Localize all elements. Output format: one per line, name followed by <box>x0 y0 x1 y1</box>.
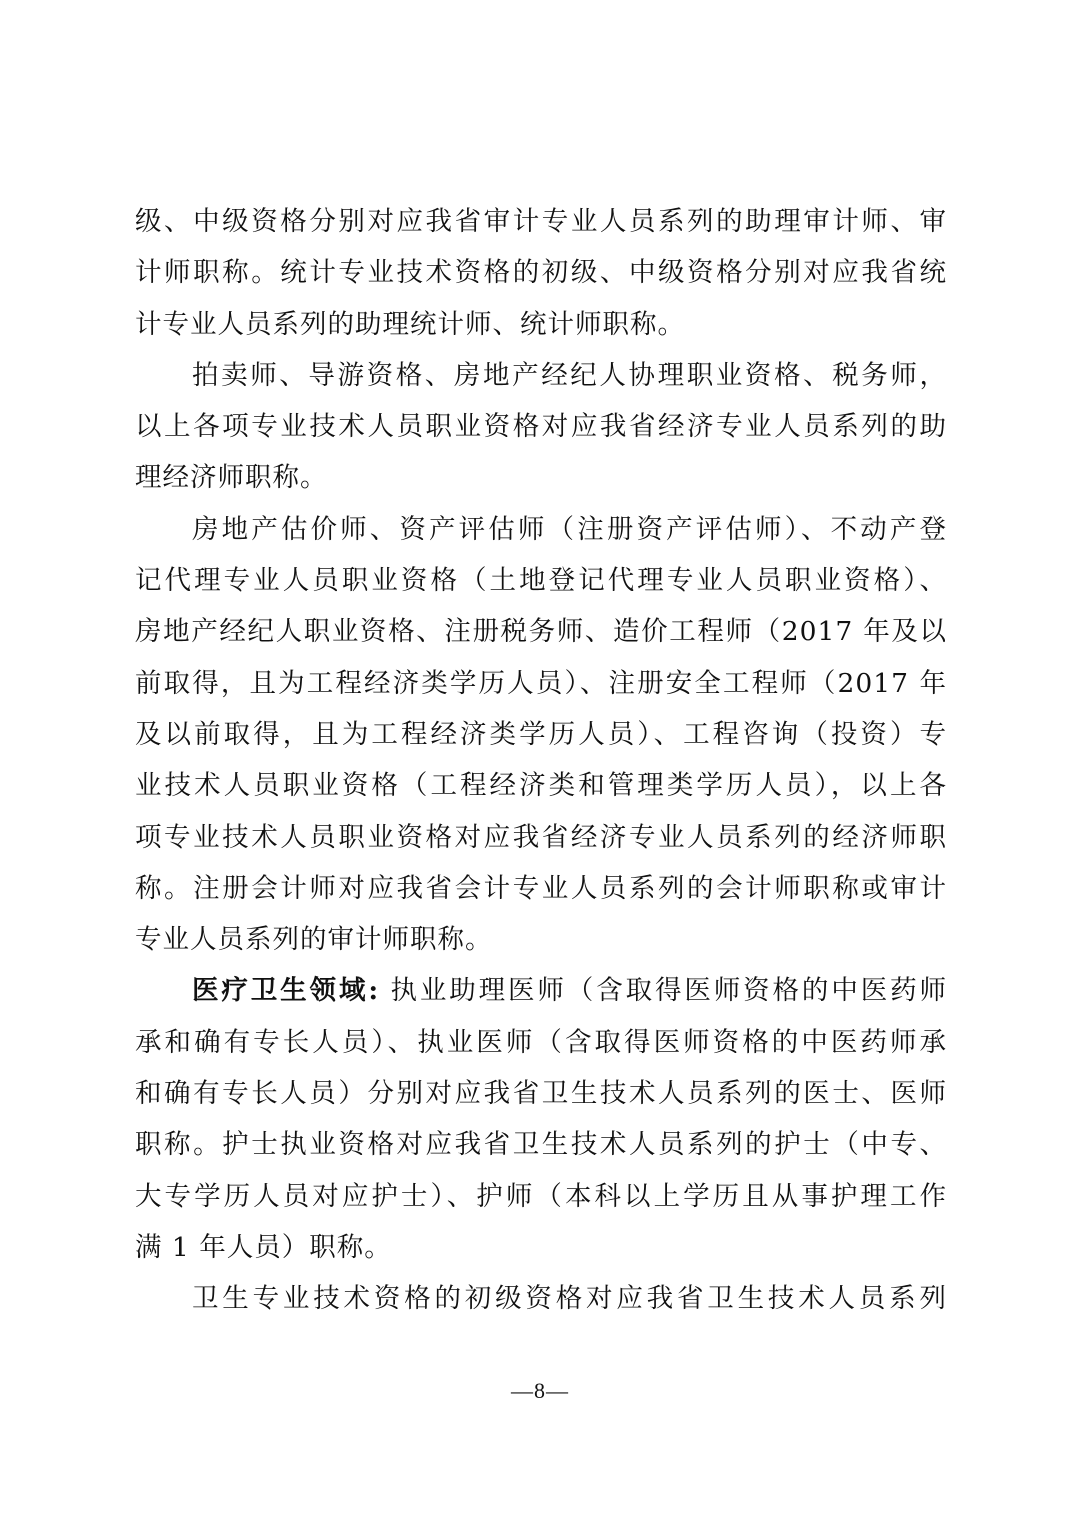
text-line: 业技术人员职业资格（工程经济类和管理类学历人员），以上各 <box>135 770 947 802</box>
paragraph-assistant-economist <box>135 350 947 504</box>
text-line: 计专业人员系列的助理统计师、统计师职称。 <box>135 308 685 340</box>
text-line: 拍卖师、导游资格、房地产经纪人协理职业资格、税务师， <box>192 359 947 391</box>
text-line <box>135 965 947 1016</box>
text-line: 及以前取得，且为工程经济类学历人员）、工程咨询（投资）专 <box>135 718 947 750</box>
text-line: 专业人员系列的审计师职称。 <box>135 924 493 956</box>
text-line: 职称。护士执业资格对应我省卫生技术人员系列的护士（中专、 <box>135 1129 947 1161</box>
page-number: —8— <box>511 1378 569 1403</box>
text-line: 大专学历人员对应护士）、护师（本科以上学历且从事护理工作 <box>135 1180 947 1212</box>
text-line: 承和确有专长人员）、执业医师（含取得医师资格的中医药师承 <box>135 1026 947 1058</box>
text-line: 满 1 年人员）职称。 <box>135 1231 392 1263</box>
text-line: 以上各项专业技术人员职业资格对应我省经济专业人员系列的助 <box>135 411 947 443</box>
paragraph-economist <box>135 504 947 966</box>
text-line: 计师职称。统计专业技术资格的初级、中级资格分别对应我省统 <box>135 257 947 289</box>
text-line: 称。注册会计师对应我省会计专业人员系列的会计师职称或审计 <box>135 872 947 904</box>
text-line: 级、中级资格分别对应我省审计专业人员系列的助理审计师、审 <box>135 206 947 237</box>
paragraph-health-tech-qualification <box>135 1273 947 1324</box>
text-run: 执业助理医师（含取得医师资格的中医药师 <box>379 975 947 1007</box>
text-line: 卫生专业技术资格的初级资格对应我省卫生技术人员系列 <box>192 1283 947 1315</box>
text-line: 房地产经纪人职业资格、注册税务师、造价工程师（2017 年及以 <box>135 616 947 648</box>
text-line: 和确有专长人员）分别对应我省卫生技术人员系列的医士、医师 <box>135 1078 947 1110</box>
section-lead-heading: 医疗卫生领域: <box>192 975 380 1007</box>
text-line: 理经济师职称。 <box>135 462 328 494</box>
body-text <box>135 196 947 1325</box>
text-line: 项专业技术人员职业资格对应我省经济专业人员系列的经济师职 <box>135 821 947 853</box>
paragraph-audit-statistics <box>135 196 947 350</box>
paragraph-medical-health <box>135 965 947 1273</box>
text-line: 房地产估价师、资产评估师（注册资产评估师）、不动产登 <box>192 513 947 545</box>
text-line: 前取得，且为工程经济类学历人员）、注册安全工程师（2017 年 <box>135 667 947 699</box>
text-line: 记代理专业人员职业资格（土地登记代理专业人员职业资格）、 <box>135 565 947 597</box>
